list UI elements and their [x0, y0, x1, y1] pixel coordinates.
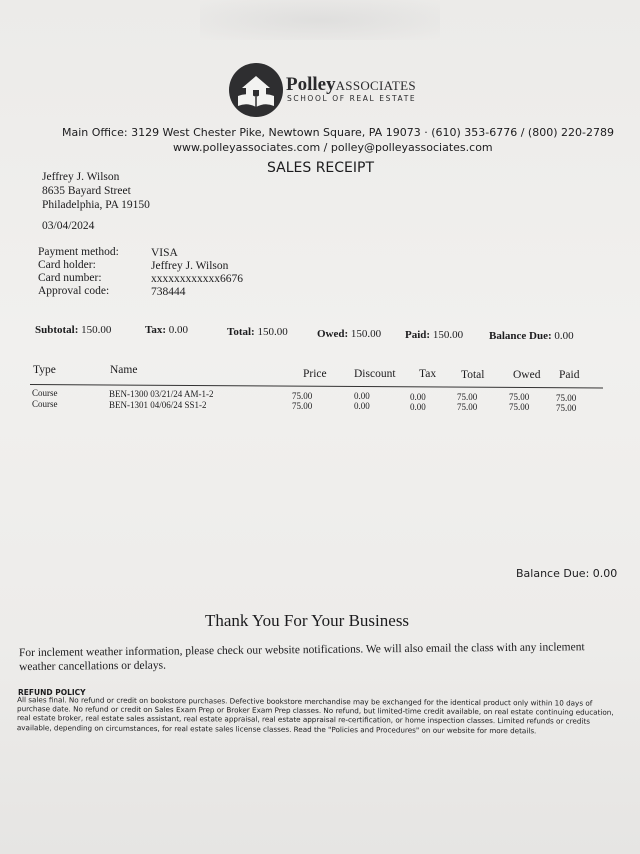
column-header-type: Type — [33, 364, 56, 376]
approval-code-value: 738444 — [151, 286, 186, 298]
thank-you-message: Thank You For Your Business — [205, 611, 410, 630]
column-header-name: Name — [110, 364, 138, 376]
customer-name: Jeffrey J. Wilson — [42, 171, 120, 183]
column-header-price: Price — [303, 368, 327, 380]
refund-policy-text: All sales final. No refund or credit on bookstore purchases. Defective bookstore merchandise may be exchanged for the identical product only within 10 days of purchase date. No refund or credit on Sales Exam Prep or Broker Exam Prep classes. No refund, but limited-time credit available, on real estate continuing education, real estate broker, real estate sales assistant, real estate appraisal, real estate appraisal re-certification, or home inspection classes. Limited refunds or credits available, depending on circumstances, for real estate sales license classes. Read the "Policies and Procedures" on our website for more details. — [16, 695, 614, 735]
owed-value: 150.00 — [350, 328, 382, 340]
total-label: Total: — [227, 326, 255, 338]
house-book-logo-icon — [228, 62, 284, 118]
row-price: 75.00 — [292, 391, 313, 401]
website-email: www.polleyassociates.com / polley@polleyassociates.com — [173, 141, 493, 154]
row-discount: 0.00 — [354, 401, 370, 411]
row-total: 75.00 — [457, 402, 478, 412]
weather-notice: For inclement weather information, please check our website notifications. We will also email the class with any inclement weather cancellations or delays. — [18, 641, 585, 674]
table-header-divider — [30, 384, 603, 389]
tax-value: 0.00 — [168, 324, 188, 336]
subtotal-value: 150.00 — [81, 324, 112, 336]
row-discount: 0.00 — [354, 391, 370, 401]
column-header-paid: Paid — [559, 369, 580, 381]
paid-label: Paid: — [405, 329, 431, 341]
owed-total — [317, 328, 381, 340]
balance-due-total — [489, 330, 574, 342]
grand-total — [227, 326, 288, 338]
company-subtitle: SCHOOL OF REAL ESTATE — [287, 94, 417, 103]
background-blur — [200, 0, 440, 40]
card-number-label: Card number: — [38, 272, 102, 284]
row-name: BEN-1300 03/21/24 AM-1-2 — [109, 389, 214, 399]
row-owed: 75.00 — [509, 402, 530, 412]
refund-policy-title: REFUND POLICY — [18, 688, 86, 697]
subtotal — [35, 324, 111, 336]
company-name — [286, 74, 416, 96]
row-owed: 75.00 — [509, 392, 530, 402]
tax-label: Tax: — [145, 324, 166, 336]
total-value: 150.00 — [257, 326, 288, 338]
card-holder-value: Jeffrey J. Wilson — [151, 260, 229, 272]
column-header-total: Total — [461, 369, 485, 381]
row-tax: 0.00 — [410, 402, 426, 412]
customer-city: Philadelphia, PA 19150 — [42, 199, 150, 211]
office-address: Main Office: 3129 West Chester Pike, Newtown Square, PA 19073 · (610) 353-6776 / (800) 220-2789 — [62, 126, 614, 139]
document-title: SALES RECEIPT — [267, 160, 375, 176]
column-header-owed: Owed — [513, 369, 541, 381]
owed-label: Owed: — [317, 328, 349, 340]
row-paid: 75.00 — [556, 403, 577, 413]
row-tax: 0.00 — [410, 392, 426, 402]
subtotal-label: Subtotal: — [35, 324, 79, 336]
payment-values — [151, 247, 243, 299]
customer-address — [42, 170, 150, 212]
balance-value: 0.00 — [554, 330, 574, 342]
row-name: BEN-1301 04/06/24 SS1-2 — [109, 400, 207, 410]
balance-due-summary: Balance Due: 0.00 — [516, 567, 618, 580]
row-type: Course — [32, 388, 58, 398]
receipt-date: 03/04/2024 — [42, 220, 95, 232]
card-number-value: xxxxxxxxxxxx6676 — [151, 273, 243, 285]
customer-street: 8635 Bayard Street — [42, 185, 131, 197]
payment-method-label: Payment method: — [38, 246, 119, 258]
balance-label: Balance Due: — [489, 330, 552, 342]
row-total: 75.00 — [457, 392, 478, 402]
payment-labels — [38, 246, 119, 298]
company-name-rest: ASSOCIATES — [335, 78, 416, 93]
paid-total — [405, 329, 463, 341]
payment-method-value: VISA — [151, 247, 178, 259]
row-paid: 75.00 — [556, 393, 577, 403]
row-type: Course — [32, 399, 58, 409]
company-name-bold: Polley — [286, 74, 336, 95]
paid-value: 150.00 — [432, 329, 464, 341]
column-header-discount: Discount — [354, 368, 396, 380]
approval-code-label: Approval code: — [38, 285, 110, 297]
row-price: 75.00 — [292, 401, 313, 411]
tax-total — [145, 324, 188, 336]
column-header-tax: Tax — [419, 368, 437, 380]
card-holder-label: Card holder: — [38, 259, 96, 271]
